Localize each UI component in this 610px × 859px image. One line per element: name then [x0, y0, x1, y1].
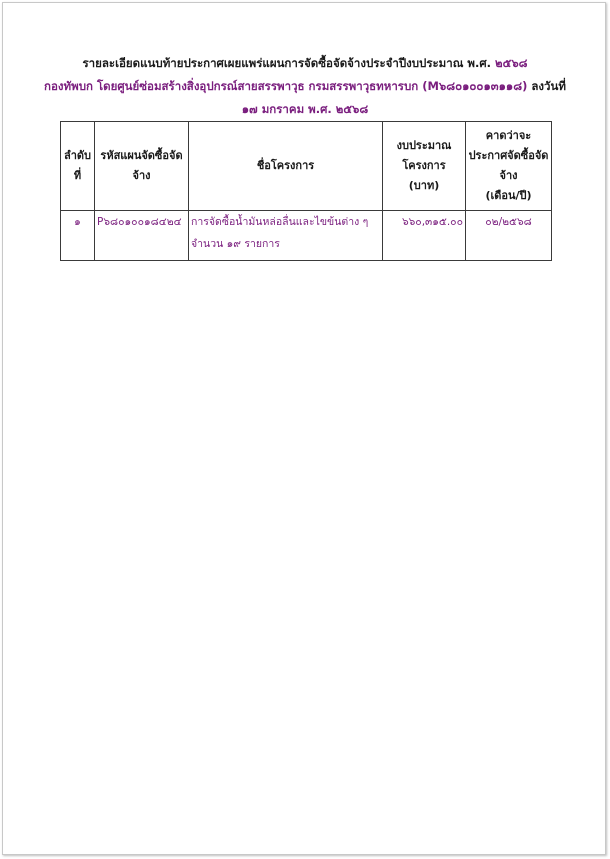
- cell-project-name: การจัดซื้อน้ำมันหล่อลื่นและไขข้นต่าง ๆ จำนวน ๑๙ รายการ: [189, 211, 383, 261]
- document-date: ๑๗ มกราคม พ.ศ. ๒๕๖๘: [241, 102, 369, 116]
- header-seq: ลำดับ ที่: [61, 122, 95, 211]
- title-text: รายละเอียดแนบท้ายประกาศเผยแพร่แผนการจัดซื้อจัดจ้างประจำปีงบประมาณ พ.ศ.: [82, 56, 496, 70]
- dated-label: ลงวันที่: [527, 79, 566, 93]
- header-budget: งบประมาณ โครงการ (บาท): [383, 122, 466, 211]
- title-fiscal-year: ๒๕๖๘: [495, 56, 528, 70]
- procurement-plan-table: [60, 121, 552, 261]
- document-title-line-2: [3, 78, 607, 94]
- document-title-line-1: [3, 55, 607, 71]
- agency-name: กองทัพบก โดยศูนย์ซ่อมสร้างสิ่งอุปกรณ์สายสรรพาวุธ กรมสรรพาวุธทหารบก (M๖๘๐๑๐๐๑๓๑๑๘): [44, 79, 528, 93]
- cell-seq: ๑: [61, 211, 95, 261]
- cell-expected: ๐๒/๒๕๖๘: [466, 211, 552, 261]
- header-expected-announce: คาดว่าจะ ประกาศจัดซื้อจัด จ้าง (เดือน/ปี): [466, 122, 552, 211]
- cell-budget: ๖๖๐,๓๑๕.๐๐: [383, 211, 466, 261]
- document-page: [2, 2, 606, 855]
- header-plan-code: รหัสแผนจัดซื้อจัด จ้าง: [95, 122, 189, 211]
- cell-plan-code: P๖๘๐๑๐๐๑๘๔๒๔: [95, 211, 189, 261]
- table-row: [61, 211, 552, 261]
- header-project-name: ชื่อโครงการ: [189, 122, 383, 211]
- table-header-row: [61, 122, 552, 211]
